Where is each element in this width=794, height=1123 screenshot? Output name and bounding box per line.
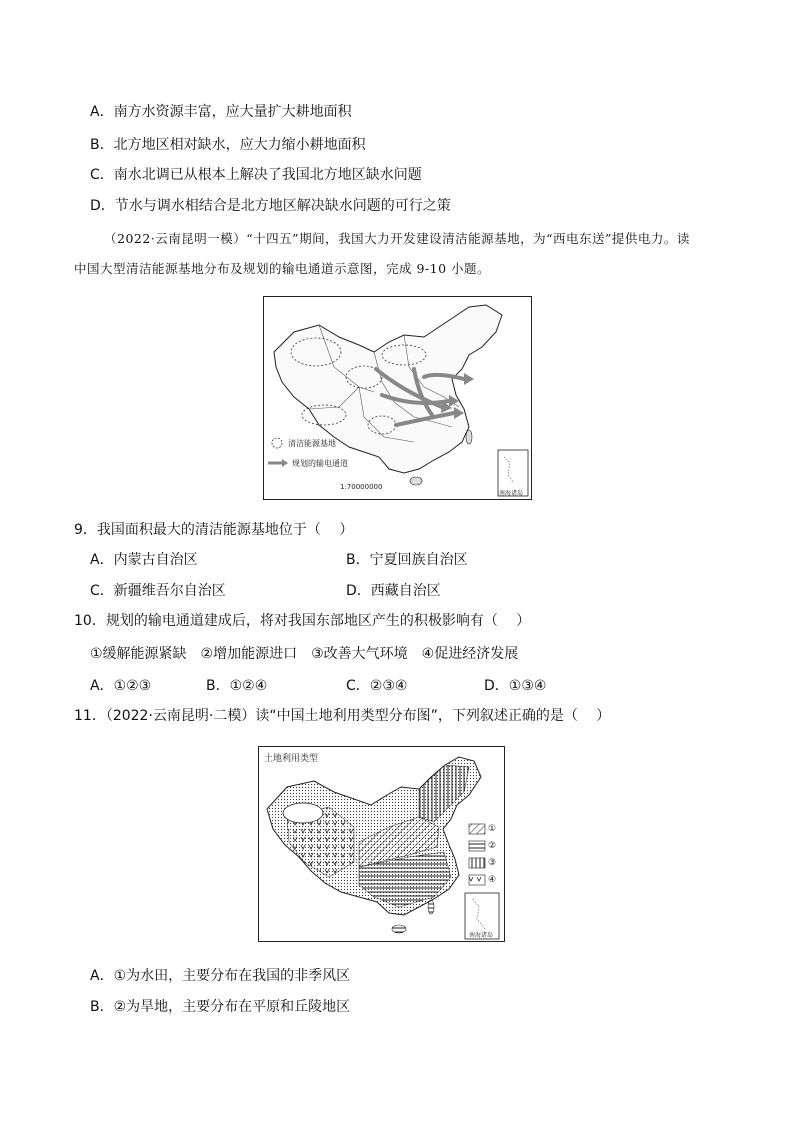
passage-line-1: （2022·云南昆明一模）“十四五”期间，我国大力开发建设清洁能源基地，为“西电东送”提供电力。读 [104,231,690,246]
legend-base-symbol [272,438,282,448]
q9-stem: 9．我国面积最大的清洁能源基地位于（ ） [74,522,354,538]
legend-2-label: ② [488,841,497,851]
q10-option-a: A．①②③ [90,678,152,694]
legend-4-swatch [469,875,485,885]
desert-ellipse [283,803,323,823]
q9-option-a: A．内蒙古自治区 [90,552,198,568]
q11-option-a: A．①为水田，主要分布在我国的非季风区 [90,968,351,984]
legend-channel-label: 规划的输电通道 [292,459,348,468]
legend-3-label: ③ [488,858,497,868]
land-inset-label: 南海诸岛 [469,932,494,939]
inset-label: 南海诸岛 [499,490,524,497]
prev-option-b: B．北方地区相对缺水，应大力缩小耕地面积 [90,137,366,153]
q10-statements: ①缓解能源紧缺 ②增加能源进口 ③改善大气环境 ④促进经济发展 [90,646,519,662]
land-use-map [258,746,505,942]
q11-stem: 11．（2022·云南昆明·二模）读“中国土地利用类型分布图”，下列叙述正确的是（ ） [74,708,611,724]
clean-energy-map [263,296,532,500]
land-use-map-drawing [259,747,504,941]
q10-stem: 10．规划的输电通道建成后，将对我国东部地区产生的积极影响有（ ） [74,613,531,629]
prev-option-a: A．南方水资源丰富，应大量扩大耕地面积 [90,104,352,120]
land-map-title: 土地利用类型 [264,754,319,764]
q9-option-c: C．新疆维吾尔自治区 [90,583,226,599]
q11-option-b: B．②为旱地，主要分布在平原和丘陵地区 [90,999,351,1015]
q10-option-d: D．①③④ [484,678,547,694]
prev-option-d: D．节水与调水相结合是北方地区解决缺水问题的可行之策 [90,198,451,214]
passage-line-2: 中国大型清洁能源基地分布及规划的输电通道示意图，完成 9-10 小题。 [74,261,491,276]
legend-1-swatch [469,824,485,834]
legend-1-label: ① [488,824,497,834]
map-scale: 1:70000000 [340,483,383,491]
q9-option-b: B．宁夏回族自治区 [346,552,468,568]
q10-option-b: B．①②④ [206,678,268,694]
legend-2-swatch [469,841,485,851]
prev-option-c: C．南水北调已从根本上解决了我国北方地区缺水问题 [90,167,422,183]
legend-4-label: ④ [488,875,497,885]
q10-option-c: C．②③④ [346,678,408,694]
legend-base-label: 清洁能源基地 [288,439,336,448]
legend-3-swatch [469,858,485,868]
q9-option-d: D．西藏自治区 [346,583,441,599]
